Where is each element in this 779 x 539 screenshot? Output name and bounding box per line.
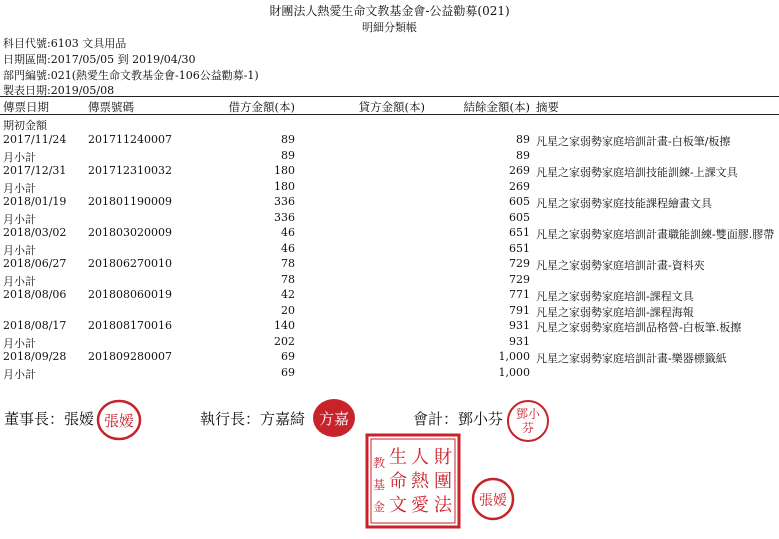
row-debit: 46	[281, 241, 295, 255]
row-debit: 89	[281, 133, 295, 146]
table-row	[0, 149, 779, 166]
table-row	[0, 288, 779, 305]
row-date: 2018/06/27	[3, 257, 67, 270]
row-debit: 78	[281, 257, 295, 270]
svg-text:金: 金	[372, 500, 386, 514]
row-description: 凡星之家弱勢家庭技能課程繪畫文具	[536, 197, 712, 210]
row-balance: 89	[516, 133, 530, 146]
svg-text:命: 命	[389, 471, 407, 492]
row-description: 凡星之家弱勢家庭培訓-課程海報	[536, 305, 694, 319]
row-date: 2017/11/24	[3, 133, 67, 146]
row-debit: 69	[281, 365, 295, 379]
table-row	[0, 133, 779, 150]
table-row	[0, 273, 779, 290]
svg-text:基: 基	[372, 478, 386, 492]
col-balance: 結餘金額(本)	[463, 100, 530, 114]
row-debit: 20	[281, 303, 295, 317]
table-row	[0, 195, 779, 212]
svg-text:方嘉: 方嘉	[318, 410, 350, 428]
row-debit: 69	[281, 350, 295, 363]
col-voucher: 傳票號碼	[88, 100, 134, 114]
row-balance: 931	[509, 334, 530, 348]
row-debit: 336	[274, 210, 295, 224]
account-line: 科目代號:6103 文具用品	[3, 37, 127, 50]
row-balance: 651	[509, 226, 530, 239]
row-date: 2018/08/06	[3, 288, 67, 301]
row-date: 2018/01/19	[3, 195, 67, 208]
row-date: 月小計	[3, 336, 36, 350]
chairman-seal-icon	[95, 398, 143, 442]
row-debit: 202	[274, 334, 295, 348]
department-line: 部門編號:021(熱愛生命文教基金會-106公益勸募-1)	[3, 69, 259, 82]
svg-text:生: 生	[389, 447, 407, 468]
row-balance: 651	[509, 241, 530, 255]
row-balance: 269	[509, 164, 530, 177]
row-description: 凡星之家弱勢家庭培訓技能訓練-上課文具	[536, 166, 738, 179]
table-row	[0, 164, 779, 181]
row-debit: 336	[274, 195, 295, 208]
row-date: 2017/12/31	[3, 164, 67, 177]
row-debit: 140	[274, 319, 295, 332]
table-row	[0, 304, 779, 321]
svg-text:文: 文	[389, 495, 407, 516]
row-debit: 89	[281, 148, 295, 162]
row-voucher: 201801190009	[88, 195, 172, 208]
svg-text:張嫒: 張嫒	[479, 493, 507, 509]
signature-accountant: 會計：鄧小芬	[413, 410, 504, 428]
row-balance: 605	[509, 195, 530, 208]
table-row	[0, 350, 779, 367]
row-date: 2018/09/28	[3, 350, 67, 363]
row-description: 凡星之家弱勢家庭培訓-課程文具	[536, 290, 694, 303]
row-voucher: 201808170016	[88, 319, 172, 332]
svg-text:熱: 熱	[411, 471, 429, 492]
row-debit: 46	[281, 226, 295, 239]
row-balance: 931	[509, 319, 530, 332]
row-balance: 791	[509, 303, 530, 317]
table-row	[0, 319, 779, 336]
row-voucher: 201803020009	[88, 226, 172, 239]
row-date: 2018/03/02	[3, 226, 67, 239]
row-date: 月小計	[3, 274, 36, 288]
row-description: 凡星之家弱勢家庭培訓計畫-白板筆/板擦	[536, 135, 731, 148]
row-balance: 1,000	[498, 365, 530, 379]
row-description: 凡星之家弱勢家庭培訓品格營-白板筆.板擦	[536, 321, 742, 334]
table-row	[0, 226, 779, 243]
header-rule-top	[0, 96, 779, 97]
svg-text:人: 人	[411, 447, 429, 468]
period-line: 日期區間:2017/05/05 到 2019/04/30	[3, 53, 196, 66]
col-description: 摘要	[536, 100, 559, 114]
table-row	[0, 335, 779, 352]
signature-chairman: 董事長：張嫒	[4, 410, 95, 428]
row-voucher: 201809280007	[88, 350, 172, 363]
col-debit: 借方金額(本)	[228, 100, 295, 114]
row-balance: 89	[516, 148, 530, 162]
svg-text:芬: 芬	[521, 421, 535, 435]
row-balance: 729	[509, 257, 530, 270]
svg-text:團: 團	[434, 471, 452, 492]
row-balance: 1,000	[498, 350, 530, 363]
row-balance: 605	[509, 210, 530, 224]
svg-text:張嫒: 張嫒	[103, 412, 135, 430]
row-voucher: 201712310032	[88, 164, 172, 177]
row-balance: 771	[509, 288, 530, 301]
ceo-seal-icon	[310, 396, 358, 440]
accountant-seal-icon	[505, 398, 551, 444]
signature-ceo: 執行長：方嘉綺	[200, 410, 306, 428]
row-date: 月小計	[3, 150, 36, 164]
row-debit: 42	[281, 288, 295, 301]
row-debit: 78	[281, 272, 295, 286]
col-credit: 貸方金額(本)	[358, 100, 425, 114]
header-rule-bottom	[0, 114, 779, 115]
row-date: 月小計	[3, 212, 36, 226]
row-date: 2018/08/17	[3, 319, 67, 332]
row-description: 凡星之家弱勢家庭培訓計畫職能訓練-雙面膠.膠帶	[536, 228, 775, 241]
table-row	[0, 180, 779, 197]
row-balance: 269	[509, 179, 530, 193]
svg-text:愛: 愛	[411, 495, 429, 516]
row-date: 月小計	[3, 367, 36, 381]
row-debit: 180	[274, 179, 295, 193]
table-row	[0, 366, 779, 383]
foundation-seal-icon	[365, 433, 461, 529]
svg-text:法: 法	[434, 495, 452, 516]
svg-text:教: 教	[372, 456, 386, 470]
col-date: 傳票日期	[3, 100, 49, 114]
opening-balance-label: 期初金額	[3, 119, 47, 132]
row-voucher: 201711240007	[88, 133, 172, 146]
svg-text:財: 財	[434, 447, 452, 468]
row-description: 凡星之家弱勢家庭培訓計畫-樂器標籤紙	[536, 352, 727, 365]
table-row	[0, 257, 779, 274]
row-voucher: 201808060019	[88, 288, 172, 301]
row-description: 凡星之家弱勢家庭培訓計畫-資料夾	[536, 259, 705, 272]
row-debit: 180	[274, 164, 295, 177]
row-date: 月小計	[3, 181, 36, 195]
table-row	[0, 211, 779, 228]
report-subtitle: 明細分類帳	[362, 21, 417, 34]
svg-text:鄧小: 鄧小	[515, 407, 541, 421]
row-voucher: 201806270010	[88, 257, 172, 270]
small-seal-icon	[470, 476, 516, 522]
report-title: 財團法人熱愛生命文教基金會-公益勸募(021)	[269, 4, 510, 18]
table-row	[0, 242, 779, 259]
row-balance: 729	[509, 272, 530, 286]
print-date-line: 製表日期:2019/05/08	[3, 84, 115, 97]
row-date: 月小計	[3, 243, 36, 257]
